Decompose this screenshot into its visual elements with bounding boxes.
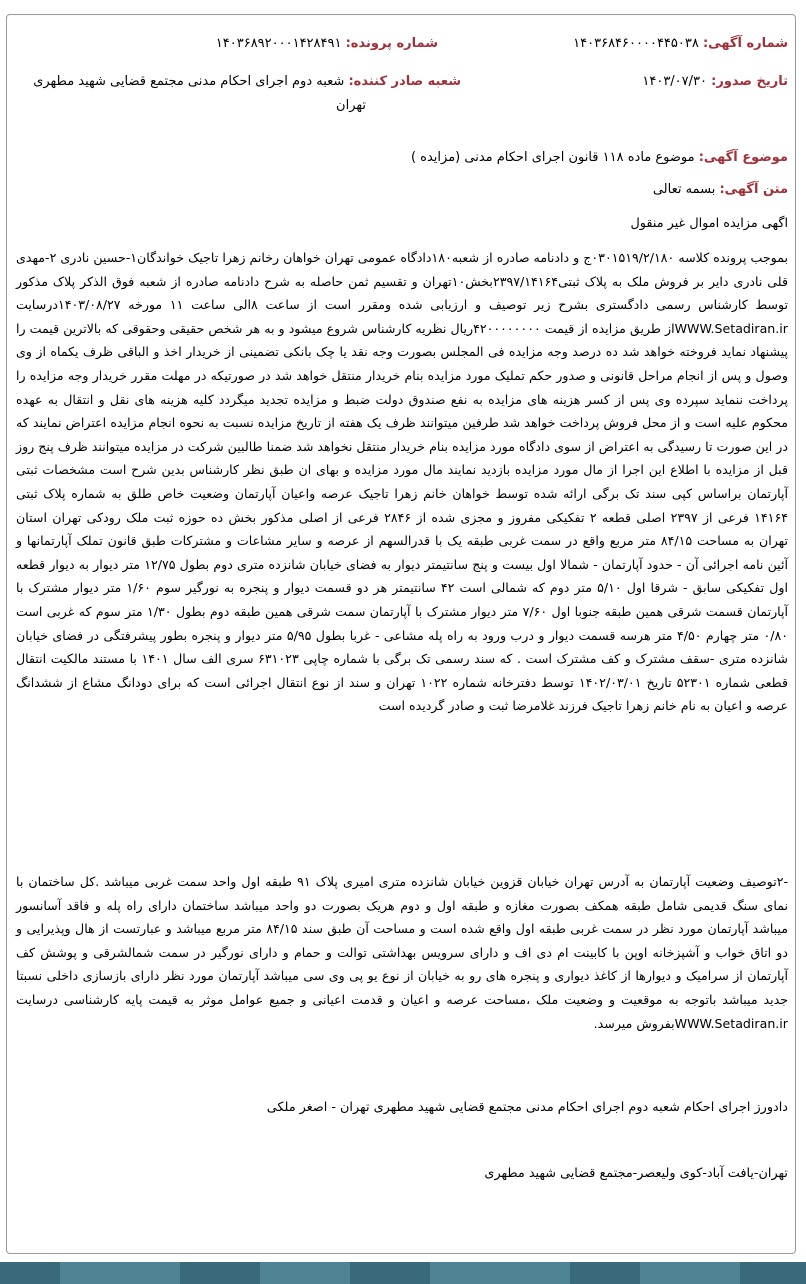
text-row (653, 180, 788, 200)
issue-date-row (642, 72, 788, 92)
subject-label: موضوع آگهی: (698, 150, 788, 165)
issuer-value: شعبه دوم اجرای احکام مدنی مجتمع قضایی شهید مطهری (33, 74, 345, 89)
ad-number-row (573, 34, 788, 54)
paragraph-2 (16, 870, 788, 1035)
file-number-value: ۱۴۰۳۶۸۹۲۰۰۰۱۴۲۸۴۹۱ (215, 36, 342, 51)
subject-row (411, 148, 788, 168)
text-label: متن آگهی: (719, 182, 788, 197)
issuer-label: شعبه صادر کننده: (348, 74, 461, 89)
subject-value: موضوع ماده ۱۱۸ قانون اجرای احکام مدنی (مزایده ) (410, 150, 695, 165)
file-number-label: شماره پرونده: (345, 36, 438, 51)
file-number-row (216, 34, 438, 54)
issue-date-value: ۱۴۰۳/۰۷/۳۰ (642, 74, 707, 89)
issuer-row (33, 72, 461, 92)
ad-number-label: شماره آگهی: (702, 36, 788, 51)
notice-title: اگهی مزایده اموال غیر منقول (630, 216, 788, 231)
ad-number-value: ۱۴۰۳۶۸۴۶۰۰۰۰۴۴۵۰۳۸ (573, 36, 699, 51)
signature: دادورز اجرای احکام شعبه دوم اجرای احکام مدنی مجتمع قضایی شهید مطهری تهران - اصغر ملکی (266, 1100, 788, 1115)
bottom-watermark-band (0, 1262, 806, 1284)
paragraph-1 (16, 246, 788, 718)
text-value: بسمه تعالی (652, 182, 716, 197)
paragraph-1-text: بموجب پرونده کلاسه ۰۳۰۱۵۱۹/۲/۱۸۰ج و دادنامه صادره از شعبه۱۸۰دادگاه عمومی تهران خواهان رخانم زهرا تاجیک خواندگان۱-حسین نادری ۲-مهدی قلی نادری دایر بر فروش ملک به پلاک ثبتی۲۳۹۷/۱۴۱۶۴بخش۱۰تهران و تقسیم ثمن حاصله به شرح دادنامه صادره از شعبه فوق الذکر پلاک مذکور توسط کارشناس رسمی دادگستری بشرح زیر توصیف و ارزیابی شده ومقرر است از ساعت ۸الی ساعت ۱۱ مورخه ۱۴۰۳/۰۸/۲۷درسایت WWW.Setadiran.irاز طریق مزایده از قیمت ۴۲۰۰۰۰۰۰۰۰ریال نظریه کارشناس شروع میشود و به هر شخص حقیقی وحقوقی که بالاترین قیمت را پیشنهاد نماید فروخته خواهد شد ده درصد وجه مزایده فی المجلس بصورت وجه نقد یا چک بانکی تضمینی از خریدار اخذ و الباقی ظرف یکماه از وی وصول و پس از انجام مراحل قانونی و صدور حکم تملیک مورد مزایده بنام خریدار منتقل خواهد شد در صورتیکه در مهلت مقرر خریدار وجه مزایده را پرداخت ننماید سپرده وی پس از کسر هزینه های مزایده به نفع صندوق دولت ضبط و مزایده تجدید میگردد کلیه هزینه های نقل و انتقال به عهده محکوم علیه است و از محل فروش پرداخت خواهد شد طرفین میتوانند ظرف یک هفته از تاریخ مزایده نسبت به نحوه انجام مزایده اعتراض نمایند که در این صورت تا رسیدگی به اعتراض از سوی دادگاه مورد مزایده بنام خریدار منتقل نخواهد شد ضمنا طالبین شرکت در مزایده میتوانند ظرف پنج روز قبل از مزایده با اطلاع این اجرا از مال مورد مزایده بازدید نمایند مال مورد مزایده و بهای ان طبق نظر کارشناس بدین شرح است مشخصات ثبتی آپارتمان براساس کپی سند تک برگی ارائه شده توسط خواهان خانم زهرا تاجیک عرصه واعیان آپارتمان وضعیت خاص طلق به شماره پلاک ثبتی ۱۴۱۶۴ فرعی از ۲۳۹۷ اصلی قطعه ۲ تفکیکی مفروز و مجزی شده از ۲۸۴۶ فرعی از اصلی مذکور بخش ده حوزه ثبت ملک رودکی تهران استان تهران به مساحت ۸۴/۱۵ متر مربع واقع در سمت غربی طبقه یک با قدرالسهم از عرصه و سایر مشاعات و مشترکات طبق قانون تملک آپارتمانها و آئین نامه اجرائی آن - حدود آپارتمان - شمالا اول بیست و پنج سانتیمتر دیوار به فضای خیابان شانزده متری دوم بطول ۱۲/۷۵ متر دیوار به دیوار قطعه اول تفکیکی سابق - شرقا اول ۵/۱۰ متر دوم که شمالی است ۴۲ سانتیمتر هر دو قسمت دیوار و پنجره به نورگیر سوم ۱/۶۰ متر دیوار مشترک با آپارتمان قسمت شرقی همین طبقه جنوبا اول ۷/۶۰ متر دیوار مشترک با آپارتمان سمت شرقی همین طبقه دوم بطول ۱/۳۰ متر سوم که غربی است ۰/۸۰ متر چهارم ۴/۵۰ متر هرسه قسمت دیوار و درب ورود به راه پله مشاعی - غربا بطول ۵/۹۵ متر دیوار و پنجره بطور پیشرفتگی در فضای خیابان شانزده متری -سقف مشترک و کف مشترک است . که سند رسمی تک برگی با شماره چاپی ۶۳۱۰۲۳ سری الف سال ۱۴۰۱ با مستند مالکیت انتقال قطعی شماره ۵۲۳۰۱ تاریخ ۱۴۰۲/۰۳/۰۱ توسط دفترخانه شماره ۱۰۲۲ تهران و سند از نوع انتقال اجرائی است که برای دودانگ مشاع از ششدانگ عرصه و اعیان به نام خانم زهرا تاجیک فرزند غلامرضا ثبت و صادر گردیده است (16, 250, 789, 714)
address: تهران-یافت آباد-کوی ولیعصر-مجتمع قضایی شهید مطهری (484, 1166, 788, 1181)
paragraph-2-text: -۲توصیف وضعیت آپارتمان به آدرس تهران خیابان قزوین خیابان شانزده متری امیری پلاک ۹۱ طبقه اول واحد سمت غربی میباشد .کل ساختمان با نمای سنگ قدیمی شامل طبقه همکف بصورت مغازه و طبقه اول و دوم هریک بصورت دو واحد میباشد ساختمان دارای راه پله و فاقد آسانسور میباشد آپارتمان مورد نظر در سمت غربی طبقه اول واقع شده است و مساحت آن طبق سند ۸۴/۱۵ متر مربع میباشد و عبارتست از هال وپذیرایی و دو اتاق خواب و آشپزخانه اوپن با کابینت ام دی اف و دارای سرویس بهداشتی توالت و حمام و دارای نورگیر در سمت شمالشرقی و پوشش کف آپارتمان از سرامیک و دیوارها از کاغذ دیواری و پنجره های رو به خیابان از نوع یو پی وی سی میباشد آپارتمان مورد نظر دارای بازسازی داخلی نسبتا جدید میباشد باتوجه به موقعیت و وضعیت ملک ،مساحت عرصه و اعیان و قدمت اعیانی و جمیع عوامل موثر به قیمت پایه کارشناسی درسایت WWW.Setadiran.irبفروش میرسد. (16, 874, 789, 1031)
issuer-value-line2: تهران (336, 98, 366, 113)
issue-date-label: تاریخ صدور: (711, 74, 788, 89)
